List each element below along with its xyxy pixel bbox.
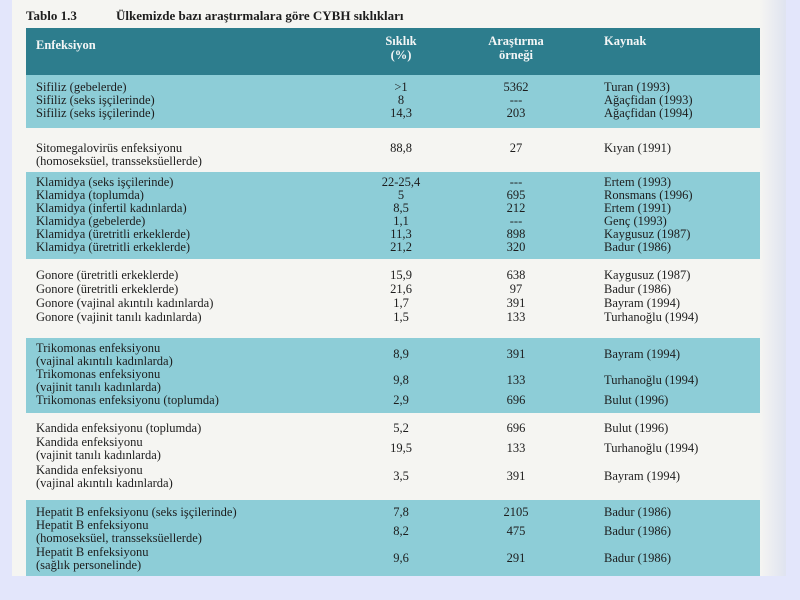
- frequency-value: 1,1: [393, 214, 409, 228]
- table-number: Tablo 1.3: [26, 8, 77, 23]
- table-group: [26, 172, 772, 259]
- source-citation: Ağaçfidan (1994): [604, 106, 693, 120]
- frequency-value: 21,6: [390, 282, 412, 296]
- table-group: [26, 338, 772, 413]
- infection-name: Klamidya (infertil kadınlarda): [36, 201, 187, 215]
- sample-size: ---: [509, 214, 523, 228]
- table-header: [26, 28, 772, 75]
- infection-name: Gonore (üretritli erkeklerde): [36, 268, 179, 282]
- frequency-value: 8,2: [393, 524, 409, 538]
- sample-size: 133: [506, 310, 526, 324]
- source-citation: Turan (1993): [604, 80, 670, 94]
- frequency-value: 1,5: [393, 310, 409, 324]
- frequency-value: 2,9: [393, 393, 409, 407]
- frequency-value: 7,8: [393, 505, 409, 519]
- infection-name: Hepatit B enfeksiyonu (homoseksüel, transseksüellerde): [36, 518, 202, 545]
- sample-size: 5362: [503, 80, 529, 94]
- table-group: [26, 75, 772, 128]
- source-citation: Badur (1986): [604, 505, 671, 519]
- page-edge-shadow: [760, 0, 786, 576]
- frequency-value: 9,6: [393, 551, 409, 565]
- sample-size: 133: [506, 441, 526, 455]
- source-citation: Kıyan (1991): [604, 141, 671, 155]
- infection-name: Trikomonas enfeksiyonu (toplumda): [36, 393, 219, 407]
- infection-name: Trikomonas enfeksiyonu (vajinit tanılı kadınlarda): [36, 367, 161, 394]
- sample-size: 27: [509, 141, 523, 155]
- frequency-value: 5: [397, 188, 405, 202]
- table-group: [26, 138, 772, 170]
- header-enfeksiyon: Enfeksiyon: [36, 38, 96, 52]
- sample-size: 391: [506, 296, 526, 310]
- table-caption: Ülkemizde bazı araştırmalara göre CYBH sıklıkları: [116, 8, 404, 23]
- frequency-value: 19,5: [390, 441, 412, 455]
- source-citation: Turhanoğlu (1994): [604, 310, 699, 324]
- infection-name: Kandida enfeksiyonu (vajinal akıntılı kadınlarda): [36, 463, 173, 490]
- infection-name: Gonore (üretritli erkeklerde): [36, 282, 179, 296]
- source-citation: Badur (1986): [604, 551, 671, 565]
- frequency-value: 21,2: [390, 240, 412, 254]
- sample-size: 320: [506, 240, 526, 254]
- table-group: [26, 500, 772, 576]
- source-citation: Bulut (1996): [604, 393, 669, 407]
- header-siklik: Sıklık (%): [385, 34, 417, 62]
- sample-size: 212: [506, 201, 526, 215]
- infection-name: Hepatit B enfeksiyonu (seks işçilerinde): [36, 505, 237, 519]
- sample-size: 203: [506, 106, 526, 120]
- frequency-value: 8,9: [393, 347, 409, 361]
- infection-name: Sifiliz (gebelerde): [36, 80, 127, 94]
- source-citation: Kaygusuz (1987): [604, 268, 691, 282]
- sample-size: 475: [506, 524, 526, 538]
- infection-name: Klamidya (seks işçilerinde): [36, 175, 174, 189]
- infection-name: Kandida enfeksiyonu (toplumda): [36, 421, 202, 435]
- frequency-value: 8: [397, 93, 405, 107]
- source-citation: Bayram (1994): [604, 469, 681, 483]
- sample-size: 696: [506, 421, 526, 435]
- infection-name: Klamidya (üretritli erkeklerde): [36, 240, 191, 254]
- sample-size: 2105: [503, 505, 529, 519]
- sample-size: 638: [506, 268, 526, 282]
- infection-name: Trikomonas enfeksiyonu (vajinal akıntılı kadınlarda): [36, 341, 173, 368]
- header-arastirma-ornegi: Araştırma örneği: [488, 34, 544, 62]
- source-citation: Badur (1986): [604, 524, 671, 538]
- table-group: [26, 263, 772, 333]
- scanned-page: [12, 0, 786, 576]
- sample-size: 97: [509, 282, 523, 296]
- sample-size: 291: [506, 551, 526, 565]
- sample-size: 391: [506, 469, 526, 483]
- infection-name: Klamidya (gebelerde): [36, 214, 146, 228]
- frequency-value: 11,3: [390, 227, 412, 241]
- frequency-value: 9,8: [393, 373, 409, 387]
- source-citation: Ertem (1991): [604, 201, 671, 215]
- table-title: [26, 8, 404, 24]
- infection-name: Kandida enfeksiyonu (vajinit tanılı kadınlarda): [36, 435, 161, 462]
- sample-size: 696: [506, 393, 526, 407]
- infection-name: Sitomegalovirüs enfeksiyonu (homoseksüel, transseksüellerde): [36, 141, 202, 168]
- source-citation: Ertem (1993): [604, 175, 671, 189]
- sample-size: 695: [506, 188, 526, 202]
- infection-name: Sifiliz (seks işçilerinde): [36, 93, 155, 107]
- source-citation: Badur (1986): [604, 282, 671, 296]
- infection-name: Gonore (vajinit tanılı kadınlarda): [36, 310, 202, 324]
- sample-size: ---: [509, 175, 523, 189]
- infection-name: Klamidya (toplumda): [36, 188, 144, 202]
- source-citation: Badur (1986): [604, 240, 671, 254]
- frequency-value: >1: [394, 80, 408, 94]
- table-group: [26, 418, 772, 498]
- source-citation: Kaygusuz (1987): [604, 227, 691, 241]
- frequency-value: 14,3: [390, 106, 412, 120]
- frequency-value: 3,5: [393, 469, 409, 483]
- infection-name: Hepatit B enfeksiyonu (sağlık personelinde): [36, 545, 149, 572]
- frequency-value: 1,7: [393, 296, 409, 310]
- source-citation: Turhanoğlu (1994): [604, 373, 699, 387]
- source-citation: Bayram (1994): [604, 296, 681, 310]
- sample-size: ---: [509, 93, 523, 107]
- sample-size: 133: [506, 373, 526, 387]
- frequency-value: 88,8: [390, 141, 412, 155]
- source-citation: Bayram (1994): [604, 347, 681, 361]
- infection-name: Sifiliz (seks işçilerinde): [36, 106, 155, 120]
- sample-size: 391: [506, 347, 526, 361]
- frequency-value: 5,2: [393, 421, 409, 435]
- infection-name: Klamidya (üretritli erkeklerde): [36, 227, 191, 241]
- frequency-value: 8,5: [393, 201, 409, 215]
- sample-size: 898: [506, 227, 526, 241]
- frequency-value: 22-25,4: [381, 175, 421, 189]
- header-kaynak: Kaynak: [604, 34, 647, 48]
- source-citation: Bulut (1996): [604, 421, 669, 435]
- source-citation: Turhanoğlu (1994): [604, 441, 699, 455]
- source-citation: Ağaçfidan (1993): [604, 93, 693, 107]
- source-citation: Ronsmans (1996): [604, 188, 693, 202]
- source-citation: Genç (1993): [604, 214, 667, 228]
- infection-name: Gonore (vajinal akıntılı kadınlarda): [36, 296, 214, 310]
- frequency-value: 15,9: [390, 268, 412, 282]
